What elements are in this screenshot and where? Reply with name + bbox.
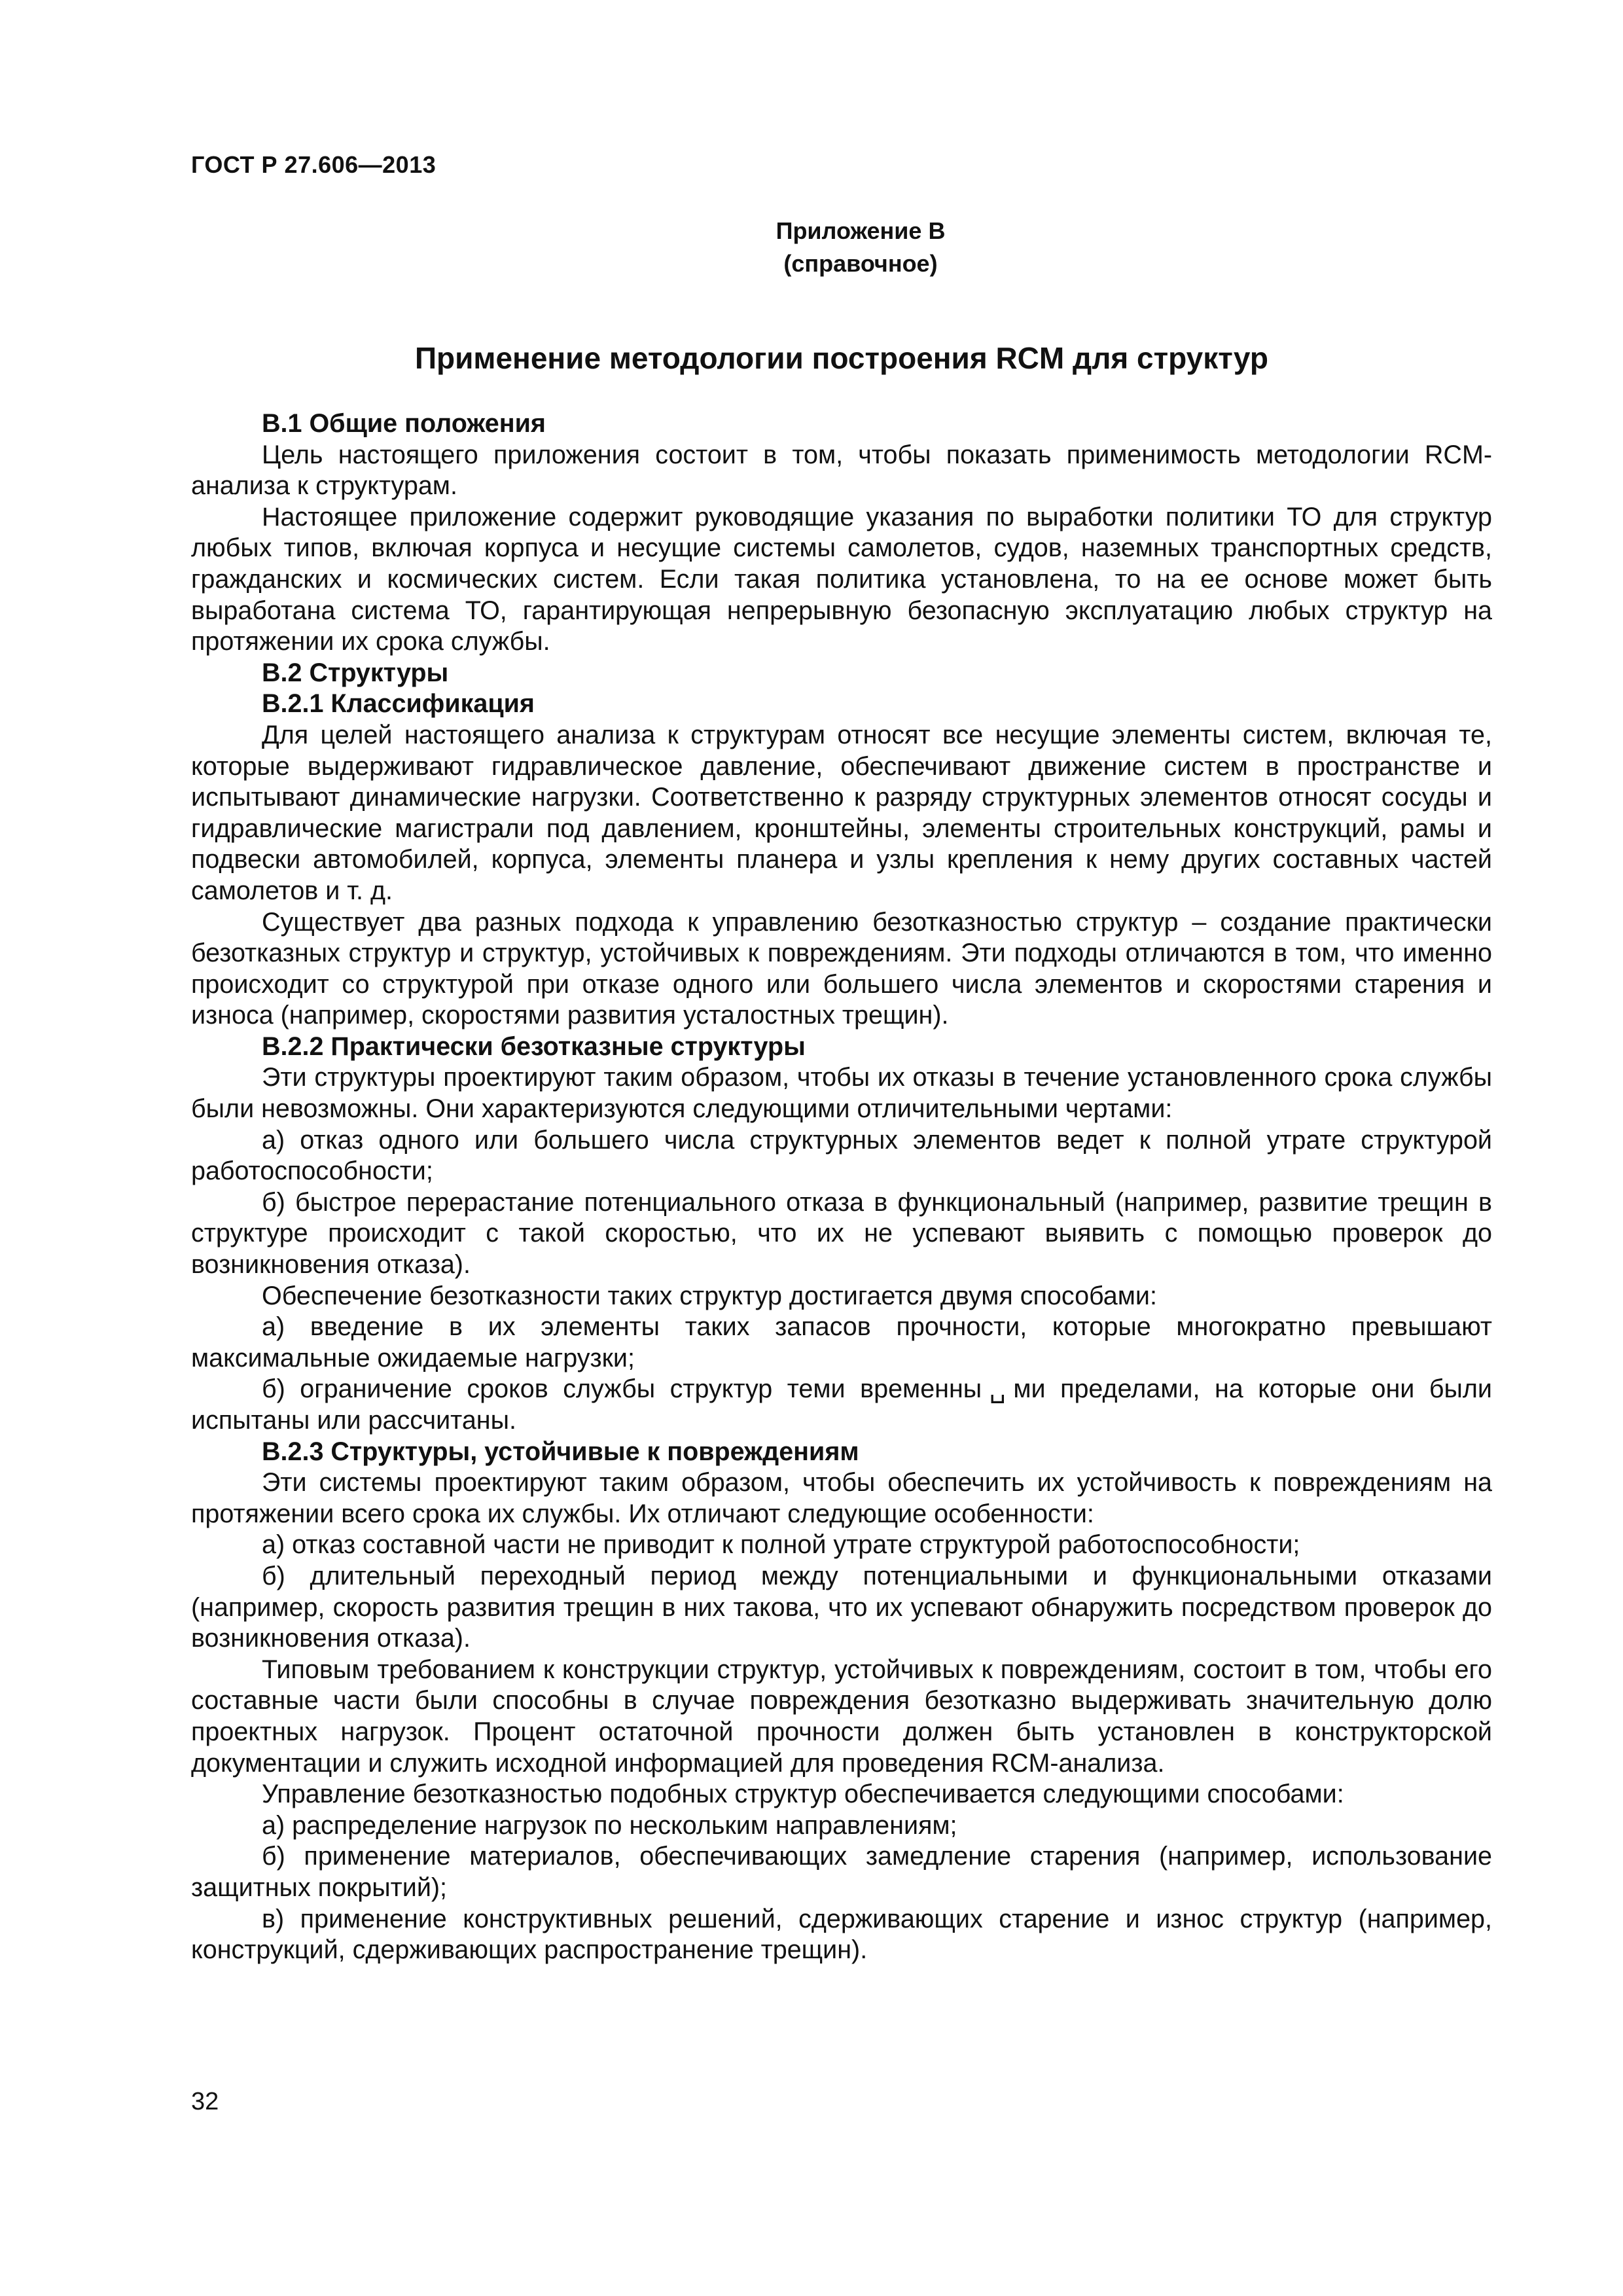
section-heading: В.2.3 Структуры, устойчивые к повреждениям <box>262 1437 859 1466</box>
paragraph: Для целей настоящего анализа к структурам относят все несущие элементы систем, включая те, которые выдерживают гидравлическое давление, обеспечивают движение систем в пространстве и испытывают динамические нагрузки. Соответственно к разряду структурных элементов относят сосуды и гидравлические магистрали под давлением, кронштейны, элементы строительных конструкций, рамы и подвески автомобилей, корпуса, элементы планера и узлы крепления к нему других составных частей самолетов и т. д. <box>191 720 1492 905</box>
paragraph: Эти структуры проектируют таким образом, чтобы их отказы в течение установленного срока службы были невозможны. Они характеризуются следующими отличительными чертами: <box>191 1063 1492 1124</box>
section-heading: В.2.2 Практически безотказные структуры <box>262 1031 806 1061</box>
section-heading: В.2 Структуры <box>262 658 449 687</box>
paragraph: Настоящее приложение содержит руководящие указания по выработки политики ТО для структур любых типов, включая корпуса и несущие системы самолетов, судов, наземных транспортных средств, гражданских и космических систем. Если такая политика установлена, то на ее основе может быть выработана система ТО, гарантирующая непрерывную безопасную эксплуатацию любых структур на протяжении их срока службы. <box>191 502 1492 656</box>
paragraph: Цель настоящего приложения состоит в том, чтобы показать применимость методологии RCM-анализа к структурам. <box>191 440 1492 501</box>
paragraph: б) быстрое перерастание потенциального отказа в функциональный (например, развитие трещин в структуре происходит с такой скоростью, что их не успевают выявить с помощью проверок до возникновения отказа). <box>191 1187 1492 1280</box>
paragraph: б) ограничение сроков службы структур теми временны␣ми пределами, на которые они были испытаны или рассчитаны. <box>191 1374 1492 1435</box>
page-number: 32 <box>191 2088 219 2115</box>
paragraph: а) распределение нагрузок по нескольким направлениям; <box>262 1810 957 1840</box>
paragraph: б) применение материалов, обеспечивающих замедление старения (например, использование защитных покрытий); <box>191 1842 1492 1902</box>
page-title: Применение методологии построения RCM для структур <box>414 341 1268 375</box>
paragraph: а) отказ составной части не приводит к полной утрате структурой работоспособности; <box>262 1530 1300 1560</box>
annex-heading <box>0 215 1623 280</box>
paragraph: Существует два разных подхода к управлению безотказностью структур – создание практически безотказных структур и структур, устойчивых к повреждениям. Эти подходы отличаются в том, что именно происходит со структурой при отказе одного или большего числа элементов и скоростями старения и износа (например, скоростями развития усталостных трещин). <box>191 907 1492 1030</box>
paragraph: Управление безотказностью подобных структур обеспечивается следующими способами: <box>262 1780 1344 1809</box>
document-header: ГОСТ Р 27.606—2013 <box>191 151 437 178</box>
paragraph: а) отказ одного или большего числа структурных элементов ведет к полной утрате структурой работоспособности; <box>191 1125 1492 1186</box>
paragraph: Обеспечение безотказности таких структур достигается двумя способами: <box>262 1281 1157 1310</box>
annex-type: (справочное) <box>783 250 938 277</box>
paragraph: а) введение в их элементы таких запасов прочности, которые многократно превышают максимальные ожидаемые нагрузки; <box>191 1312 1492 1372</box>
section-heading: В.2.1 Классификация <box>262 689 535 719</box>
document-body <box>191 408 1492 1966</box>
paragraph: Эти системы проектируют таким образом, чтобы обеспечить их устойчивость к повреждениям на протяжении всего срока их службы. Их отличают следующие особенности: <box>191 1468 1492 1528</box>
section-heading: В.1 Общие положения <box>262 409 546 438</box>
annex-label: Приложение В <box>776 217 946 244</box>
paragraph: Типовым требованием к конструкции структур, устойчивых к повреждениям, состоит в том, чтобы его составные части были способны в случае повреждения безотказно выдерживать значительную долю проектных нагрузок. Процент остаточной прочности должен быть установлен в конструкторской документации и служить исходной информацией для проведения RCM-анализа. <box>191 1655 1492 1778</box>
paragraph: в) применение конструктивных решений, сдерживающих старение и износ структур (например, конструкций, сдерживающих распространение трещин). <box>191 1904 1492 1965</box>
paragraph: б) длительный переходный период между потенциальными и функциональными отказами (например, скорость развития трещин в них такова, что их успевают обнаружить посредством проверок до возникновения отказа). <box>191 1561 1492 1653</box>
